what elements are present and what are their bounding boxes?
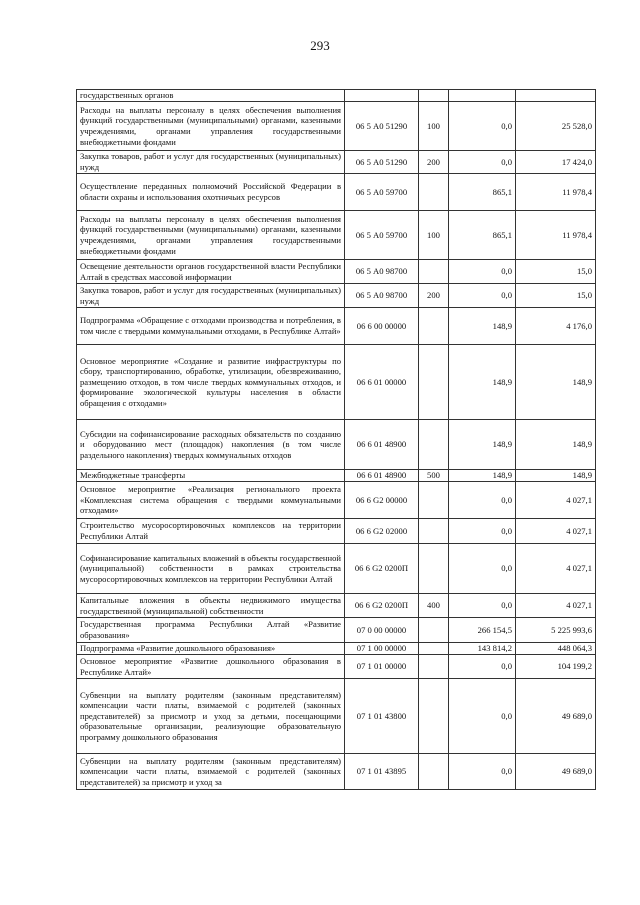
row-value-1-cell: 865,1 xyxy=(449,174,516,211)
row-code-cell: 07 1 01 00000 xyxy=(345,655,419,679)
row-name-cell: Осуществление переданных полномочий Российской Федерации в области охраны и использования охотничьих ресурсов xyxy=(77,174,345,211)
row-name-cell: Софинансирование капитальных вложений в объекты государственной (муниципальной) собственности в рамках строительства мусоросортировочных комплексов на территории Республики Алтай xyxy=(77,544,345,594)
row-value-1-cell: 0,0 xyxy=(449,754,516,790)
row-type-cell: 200 xyxy=(419,284,449,308)
row-value-2-cell: 104 199,2 xyxy=(516,655,596,679)
row-value-1-cell xyxy=(449,90,516,102)
row-type-cell xyxy=(419,655,449,679)
row-value-1-cell: 0,0 xyxy=(449,102,516,151)
table-row xyxy=(77,519,596,544)
row-name-cell: Подпрограмма «Обращение с отходами производства и потребления, в том числе с твердыми коммунальными отходами, в Республике Алтай» xyxy=(77,308,345,345)
row-value-1-cell: 0,0 xyxy=(449,594,516,618)
row-value-2-cell: 148,9 xyxy=(516,470,596,482)
table-row xyxy=(77,482,596,519)
row-name-cell: Субвенции на выплату родителям (законным представителям) компенсации части платы, взимаемой с родителей (законных представителей) за присмотр и уход за xyxy=(77,754,345,790)
table-row xyxy=(77,90,596,102)
row-value-1-cell: 148,9 xyxy=(449,308,516,345)
row-type-cell: 500 xyxy=(419,470,449,482)
row-value-2-cell xyxy=(516,90,596,102)
table-row xyxy=(77,284,596,308)
row-value-2-cell: 5 225 993,6 xyxy=(516,618,596,643)
row-value-2-cell: 4 027,1 xyxy=(516,544,596,594)
row-name-cell: Капитальные вложения в объекты недвижимого имущества государственной (муниципальной) собственности xyxy=(77,594,345,618)
row-value-1-cell: 148,9 xyxy=(449,345,516,420)
row-type-cell xyxy=(419,519,449,544)
table-row xyxy=(77,655,596,679)
row-type-cell xyxy=(419,544,449,594)
table-row xyxy=(77,174,596,211)
row-value-1-cell: 0,0 xyxy=(449,482,516,519)
row-type-cell: 100 xyxy=(419,102,449,151)
row-code-cell: 06 6 G2 02000 xyxy=(345,519,419,544)
row-value-2-cell: 11 978,4 xyxy=(516,174,596,211)
row-type-cell xyxy=(419,308,449,345)
row-value-2-cell: 4 176,0 xyxy=(516,308,596,345)
row-type-cell xyxy=(419,345,449,420)
row-value-1-cell: 266 154,5 xyxy=(449,618,516,643)
table-body xyxy=(77,90,596,790)
row-code-cell xyxy=(345,90,419,102)
table-row xyxy=(77,544,596,594)
row-code-cell: 07 1 01 43895 xyxy=(345,754,419,790)
row-code-cell: 07 0 00 00000 xyxy=(345,618,419,643)
row-code-cell: 06 5 А0 51290 xyxy=(345,151,419,174)
row-name-cell: Освещение деятельности органов государственной власти Республики Алтай в средствах массовой информации xyxy=(77,260,345,284)
row-value-1-cell: 148,9 xyxy=(449,470,516,482)
row-type-cell xyxy=(419,90,449,102)
row-value-2-cell: 11 978,4 xyxy=(516,211,596,260)
row-code-cell: 06 6 01 48900 xyxy=(345,420,419,470)
row-type-cell xyxy=(419,754,449,790)
row-code-cell: 07 1 00 00000 xyxy=(345,643,419,655)
row-value-1-cell: 0,0 xyxy=(449,284,516,308)
table-row xyxy=(77,420,596,470)
row-code-cell: 06 6 00 00000 xyxy=(345,308,419,345)
row-value-2-cell: 49 689,0 xyxy=(516,679,596,754)
row-code-cell: 06 6 G2 00000 xyxy=(345,482,419,519)
table-row xyxy=(77,594,596,618)
table-row xyxy=(77,211,596,260)
table-row xyxy=(77,470,596,482)
row-value-2-cell: 4 027,1 xyxy=(516,482,596,519)
row-value-1-cell: 0,0 xyxy=(449,519,516,544)
row-code-cell: 06 5 А0 59700 xyxy=(345,174,419,211)
row-name-cell: Закупка товаров, работ и услуг для государственных (муниципальных) нужд xyxy=(77,284,345,308)
row-name-cell: Государственная программа Республики Алтай «Развитие образования» xyxy=(77,618,345,643)
row-type-cell xyxy=(419,679,449,754)
row-value-2-cell: 4 027,1 xyxy=(516,594,596,618)
row-type-cell xyxy=(419,618,449,643)
row-code-cell: 06 5 А0 59700 xyxy=(345,211,419,260)
table-row xyxy=(77,308,596,345)
row-type-cell xyxy=(419,643,449,655)
row-name-cell: Закупка товаров, работ и услуг для государственных (муниципальных) нужд xyxy=(77,151,345,174)
row-value-2-cell: 15,0 xyxy=(516,260,596,284)
row-type-cell xyxy=(419,420,449,470)
row-type-cell xyxy=(419,260,449,284)
row-value-2-cell: 148,9 xyxy=(516,345,596,420)
row-value-2-cell: 15,0 xyxy=(516,284,596,308)
row-name-cell: Субсидии на софинансирование расходных обязательств по созданию и оборудованию мест (площадок) накопления (в том числе раздельного накопления) твердых коммунальных отходов xyxy=(77,420,345,470)
row-name-cell: Межбюджетные трансферты xyxy=(77,470,345,482)
row-name-cell: Основное мероприятие «Реализация регионального проекта «Комплексная система обращения с твердыми коммунальными отходами» xyxy=(77,482,345,519)
row-value-2-cell: 49 689,0 xyxy=(516,754,596,790)
row-type-cell: 200 xyxy=(419,151,449,174)
row-name-cell: Основное мероприятие «Создание и развитие инфраструктуры по сбору, транспортированию, обработке, утилизации, обезвреживанию, размещению отходов, в том числе твердых коммунальных отходов, и формирование экологической культуры населения в области обращения с отходами» xyxy=(77,345,345,420)
table-row xyxy=(77,151,596,174)
row-value-2-cell: 448 064,3 xyxy=(516,643,596,655)
row-code-cell: 06 5 А0 51290 xyxy=(345,102,419,151)
row-value-1-cell: 148,9 xyxy=(449,420,516,470)
row-value-1-cell: 0,0 xyxy=(449,151,516,174)
row-name-cell: Расходы на выплаты персоналу в целях обеспечения выполнения функций государственными (муниципальными) органами, казенными учреждениями, органами управления государственными внебюджетными фондами xyxy=(77,102,345,151)
row-code-cell: 06 5 А0 98700 xyxy=(345,284,419,308)
table-row xyxy=(77,754,596,790)
row-value-2-cell: 4 027,1 xyxy=(516,519,596,544)
row-code-cell: 06 5 А0 98700 xyxy=(345,260,419,284)
row-name-cell: Расходы на выплаты персоналу в целях обеспечения выполнения функций государственными (муниципальными) органами, казенными учреждениями, органами управления государственными внебюджетными фондами xyxy=(77,211,345,260)
row-value-1-cell: 0,0 xyxy=(449,260,516,284)
budget-table xyxy=(76,89,596,790)
table-row xyxy=(77,260,596,284)
row-value-1-cell: 0,0 xyxy=(449,544,516,594)
row-code-cell: 06 6 G2 0200П xyxy=(345,594,419,618)
row-name-cell: государственных органов xyxy=(77,90,345,102)
row-type-cell: 100 xyxy=(419,211,449,260)
row-code-cell: 06 6 01 48900 xyxy=(345,470,419,482)
row-name-cell: Строительство мусоросортировочных комплексов на территории Республики Алтай xyxy=(77,519,345,544)
row-code-cell: 07 1 01 43800 xyxy=(345,679,419,754)
table-row xyxy=(77,345,596,420)
row-value-1-cell: 0,0 xyxy=(449,679,516,754)
row-value-1-cell: 0,0 xyxy=(449,655,516,679)
row-name-cell: Подпрограмма «Развитие дошкольного образования» xyxy=(77,643,345,655)
row-value-2-cell: 25 528,0 xyxy=(516,102,596,151)
table-row xyxy=(77,643,596,655)
row-type-cell: 400 xyxy=(419,594,449,618)
table-row xyxy=(77,679,596,754)
row-code-cell: 06 6 G2 0200П xyxy=(345,544,419,594)
row-type-cell xyxy=(419,174,449,211)
table-row xyxy=(77,618,596,643)
row-value-1-cell: 865,1 xyxy=(449,211,516,260)
row-value-2-cell: 17 424,0 xyxy=(516,151,596,174)
table-row xyxy=(77,102,596,151)
row-value-2-cell: 148,9 xyxy=(516,420,596,470)
row-name-cell: Субвенции на выплату родителям (законным представителям) компенсации части платы, взимаемой с родителей (законных представителей) за присмотр и уход за детьми, посещающими образовательные организации, реализующие образовательную программу дошкольного образования xyxy=(77,679,345,754)
row-value-1-cell: 143 814,2 xyxy=(449,643,516,655)
row-type-cell xyxy=(419,482,449,519)
page-number: 293 xyxy=(310,38,330,53)
row-code-cell: 06 6 01 00000 xyxy=(345,345,419,420)
row-name-cell: Основное мероприятие «Развитие дошкольного образования в Республике Алтай» xyxy=(77,655,345,679)
